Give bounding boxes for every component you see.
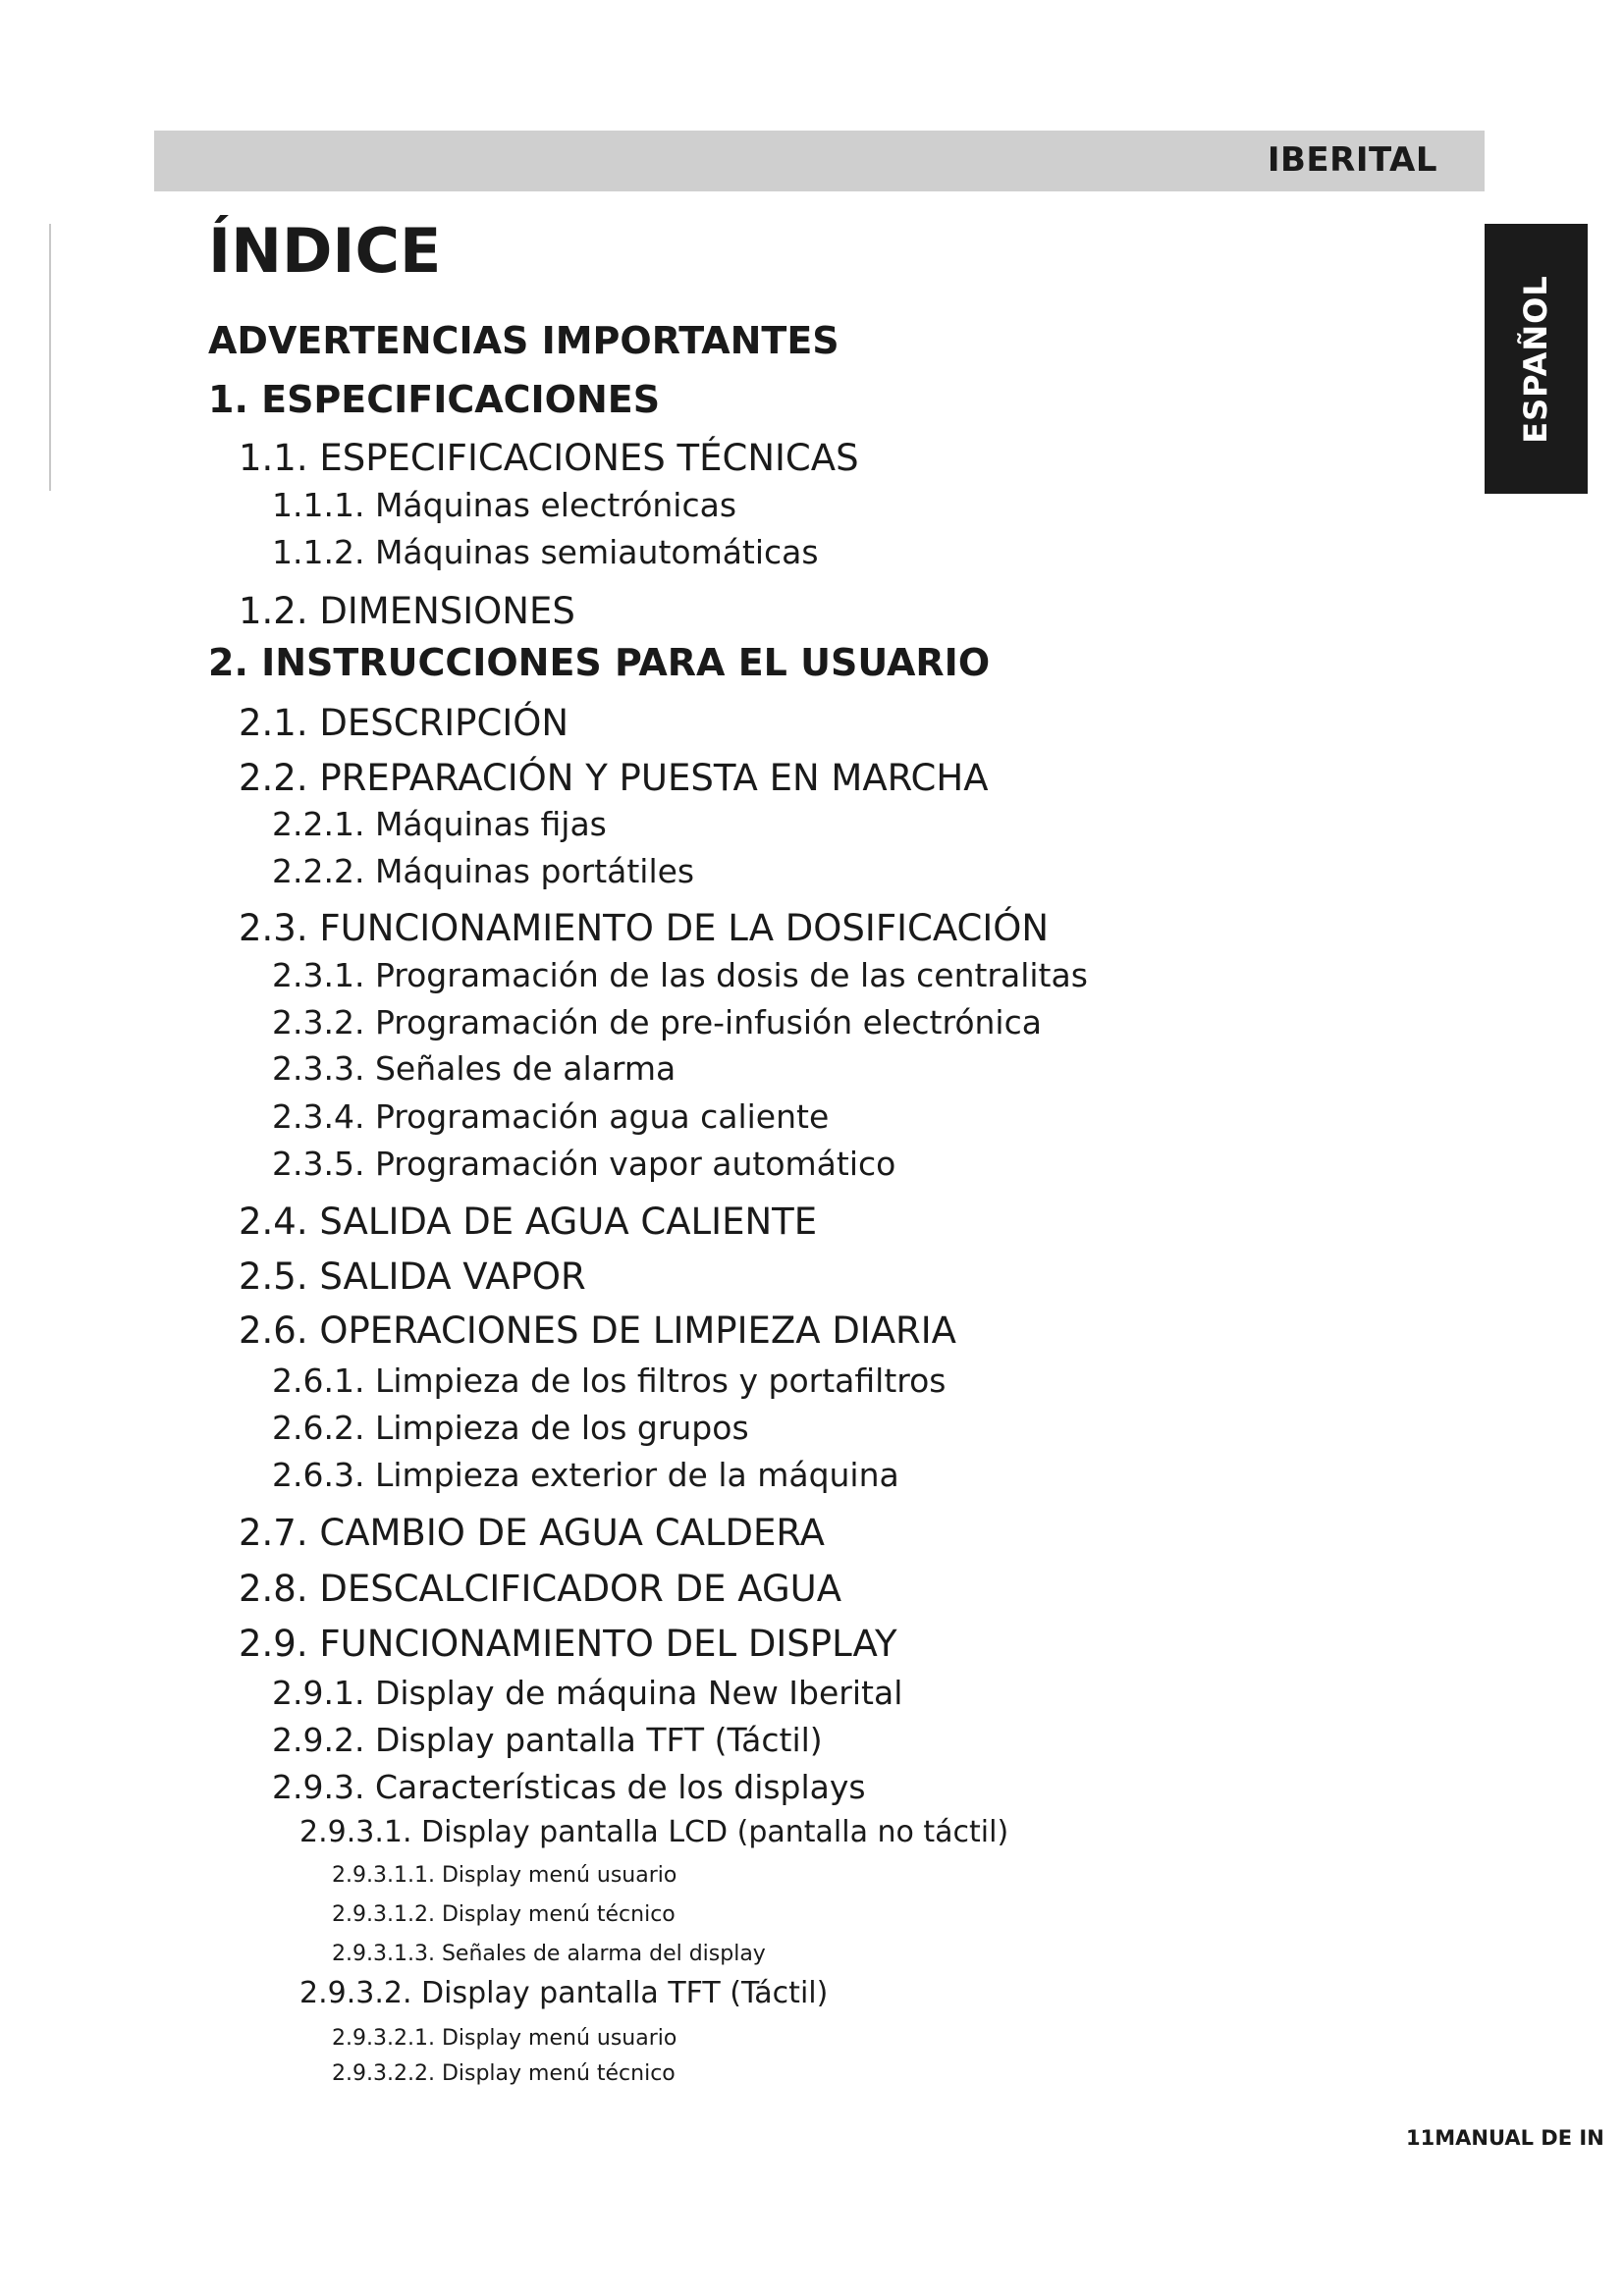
toc-entry: 2.9.3.1. Display pantalla LCD (pantalla no táctil): [299, 1815, 1009, 1849]
toc-entry: 1.1. ESPECIFICACIONES TÉCNICAS: [239, 437, 859, 479]
toc-entry: 2.6.2. Limpieza de los grupos: [272, 1409, 749, 1447]
toc-entry: 2.6.3. Limpieza exterior de la máquina: [272, 1456, 899, 1494]
toc-entry: 2.3.5. Programación vapor automático: [272, 1145, 896, 1183]
toc-entry: 2.5. SALIDA VAPOR: [239, 1255, 586, 1298]
toc-entry: 2.9.3.1.3. Señales de alarma del display: [332, 1942, 766, 1966]
toc-entry: 2.3.2. Programación de pre-infusión electrónica: [272, 1003, 1042, 1041]
toc-entry: 2.1. DESCRIPCIÓN: [239, 702, 569, 744]
toc-entry: 2.9.2. Display pantalla TFT (Táctil): [272, 1721, 823, 1759]
toc-entry: 1.1.1. Máquinas electrónicas: [272, 486, 737, 524]
toc-entry: 1. ESPECIFICACIONES: [208, 378, 661, 421]
toc-entry: 1.1.2. Máquinas semiautomáticas: [272, 533, 819, 571]
toc-entry: 2.8. DESCALCIFICADOR DE AGUA: [239, 1568, 842, 1610]
page-title: ÍNDICE: [208, 215, 442, 287]
toc-entry: 2.3.4. Programación agua caliente: [272, 1097, 830, 1136]
toc-entry: 2.7. CAMBIO DE AGUA CALDERA: [239, 1512, 825, 1554]
brand-name: IBERITAL: [1267, 140, 1437, 180]
toc-entry: 2.9.1. Display de máquina New Iberital: [272, 1674, 903, 1712]
toc-entry: 2.6.1. Limpieza de los filtros y portafiltros: [272, 1362, 947, 1400]
toc-entry: 2.2. PREPARACIÓN Y PUESTA EN MARCHA: [239, 757, 989, 799]
toc-entry: 2.9. FUNCIONAMIENTO DEL DISPLAY: [239, 1623, 897, 1665]
toc-entry: 2.3. FUNCIONAMIENTO DE LA DOSIFICACIÓN: [239, 907, 1050, 949]
toc-entry: 2.9.3. Características de los displays: [272, 1768, 866, 1806]
toc-entry: 2.9.3.2. Display pantalla TFT (Táctil): [299, 1976, 829, 2010]
language-tab-label: ESPAÑOL: [1517, 275, 1554, 444]
page-footer: 11MANUAL DE IN: [1406, 2126, 1604, 2150]
toc-entry: 2.9.3.1.2. Display menú técnico: [332, 1902, 676, 1927]
toc-entry: 2.4. SALIDA DE AGUA CALIENTE: [239, 1201, 818, 1243]
toc-entry: 2.3.1. Programación de las dosis de las centralitas: [272, 956, 1088, 994]
toc-entry: 2.9.3.1.1. Display menú usuario: [332, 1863, 677, 1888]
toc-entry: 2. INSTRUCCIONES PARA EL USUARIO: [208, 641, 991, 684]
toc-entry: ADVERTENCIAS IMPORTANTES: [208, 319, 839, 362]
toc-entry: 2.9.3.2.1. Display menú usuario: [332, 2026, 677, 2051]
toc-entry: 2.9.3.2.2. Display menú técnico: [332, 2061, 676, 2086]
toc-entry: 2.2.2. Máquinas portátiles: [272, 852, 695, 890]
toc-entry: 1.2. DIMENSIONES: [239, 590, 575, 632]
toc-entry: 2.6. OPERACIONES DE LIMPIEZA DIARIA: [239, 1309, 956, 1352]
toc-entry: 2.3.3. Señales de alarma: [272, 1049, 677, 1088]
toc-entry: 2.2.1. Máquinas fijas: [272, 805, 607, 843]
